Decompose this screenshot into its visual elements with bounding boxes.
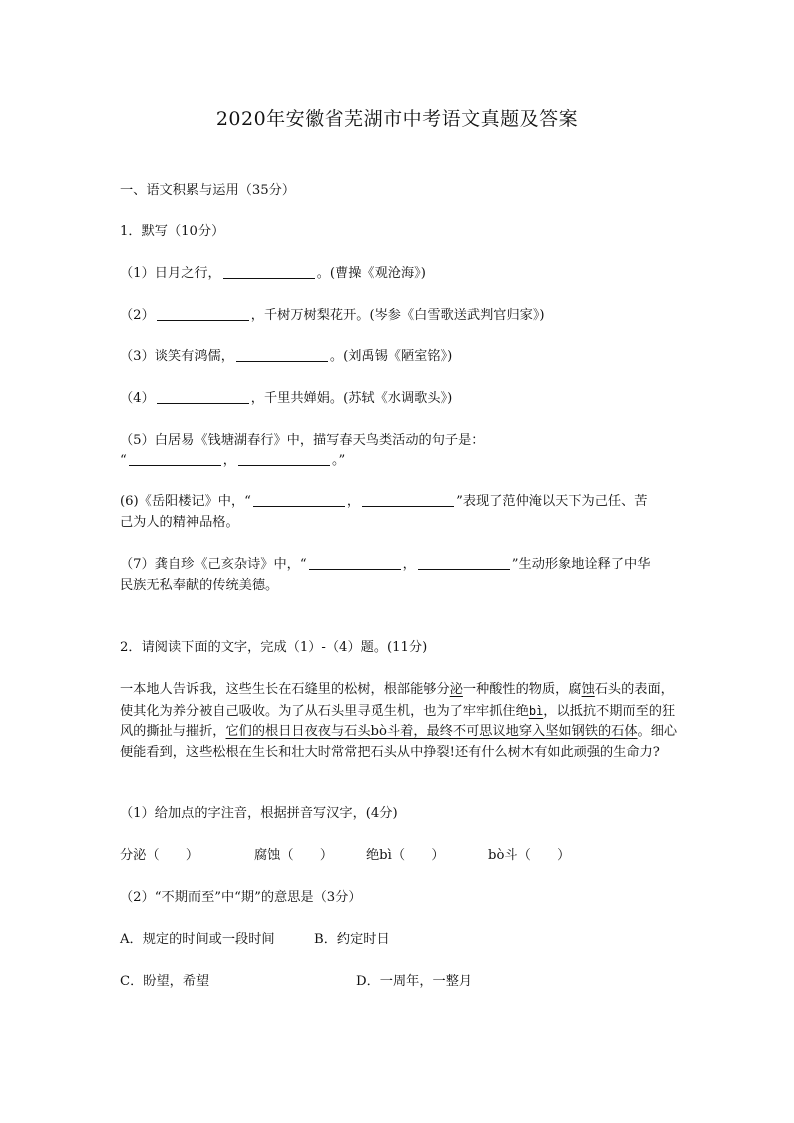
question-1-item-7 <box>120 555 650 575</box>
option-row-cd <box>120 972 472 992</box>
item-text: （2） <box>120 308 155 323</box>
option-b: B．约定时日 <box>314 932 390 947</box>
item-text: 。” <box>331 453 346 468</box>
question-1-item-6 <box>120 492 647 512</box>
item-text: ， <box>222 453 236 468</box>
phonetic-item: 分泌（ ） <box>120 848 200 863</box>
item-text: ， <box>402 557 416 572</box>
item-text: （3）谈笑有鸿儒， <box>120 349 234 364</box>
passage-text: 。细心便能看到，这些松根在生长和壮大时常常把石头从中挣裂!还有什么树木有如此顽强的生命力? <box>120 724 678 760</box>
question-1-item-4 <box>120 389 452 409</box>
question-1-item-5: （5）白居易《钱塘湖春行》中，描写春天鸟类活动的句子是： <box>120 433 485 448</box>
question-1-item-5-blanks <box>120 451 345 471</box>
item-text: （7）龚自珍《己亥杂诗》中，“ <box>120 557 307 572</box>
passage-text: 一种酸性的物质，腐 <box>462 682 582 697</box>
option-d: D．一周年，一整月 <box>356 974 473 989</box>
underlined-sentence: 它们的根日日夜夜与石头bò斗着，最终不可思议地穿入坚如钢铁的石体 <box>225 724 638 739</box>
section-heading: 一、语文积累与运用（35分） <box>120 183 296 198</box>
item-text: ，千里共婵娟。(苏轼《水调歌头》) <box>250 391 453 406</box>
dotted-char: 蚀 <box>581 682 595 697</box>
item-text: ”表现了范仲淹以天下为己任、苦 <box>456 494 648 509</box>
answer-blank <box>253 492 345 507</box>
question-1-item-6-cont: 己为人的精神品格。 <box>120 515 239 530</box>
item-text: (6)《岳阳楼记》中，“ <box>120 494 251 509</box>
subquestion-1-items <box>120 846 570 866</box>
option-c: C．盼望，希望 <box>120 974 210 989</box>
passage-text: 一本地人告诉我，这些生长在石缝里的松树，根部能够分 <box>120 682 450 697</box>
subquestion-2: （2）“不期而至”中“期”的意思是（3分） <box>120 890 362 905</box>
answer-blank <box>362 492 454 507</box>
pinyin-word: bì <box>528 703 544 718</box>
item-text: 。(刘禹锡《陋室铭》) <box>329 349 453 364</box>
phonetic-item: bò斗（ ） <box>488 848 571 863</box>
phonetic-item: 腐蚀（ ） <box>254 848 334 863</box>
answer-blank <box>223 264 315 279</box>
item-text: （4） <box>120 391 155 406</box>
question-2-heading: 2．请阅读下面的文字，完成（1）-（4）题。(11分) <box>120 640 428 655</box>
question-1-heading: 1．默写（10分） <box>120 224 225 239</box>
question-1-item-1 <box>120 264 426 284</box>
answer-blank <box>236 347 328 362</box>
answer-blank <box>238 451 330 466</box>
item-text: ， <box>346 494 361 509</box>
option-row-ab <box>120 930 390 950</box>
item-text: 。(曹操《观沧海》) <box>316 266 426 281</box>
item-text: （1）日月之行， <box>120 266 221 281</box>
passage-text: ，以抵抗不期而至的狂风的撕扯与摧折， <box>120 703 676 739</box>
answer-blank <box>129 451 221 466</box>
page-title: 2020年安徽省芜湖市中考语文真题及答案 <box>215 108 579 130</box>
answer-blank <box>418 555 510 570</box>
item-text: ”生动形象地诠释了中华 <box>511 557 651 572</box>
question-1-item-7-cont: 民族无私奉献的传统美德。 <box>120 578 279 593</box>
answer-blank <box>157 389 249 404</box>
answer-blank <box>157 306 249 321</box>
option-a: A．规定的时间或一段时间 <box>120 932 275 947</box>
item-text: “ <box>120 453 127 468</box>
subquestion-1: （1）给加点的字注音，根据拼音写汉字，(4分) <box>120 806 398 821</box>
question-1-item-2 <box>120 306 545 326</box>
question-1-item-3 <box>120 347 452 367</box>
reading-passage <box>120 680 680 763</box>
passage-text: 石头的表面，使其化为养分被自己吸收。为了从石头里寻觅生机，也为了牢牢抓住绝 <box>120 682 674 719</box>
answer-blank <box>309 555 401 570</box>
phonetic-item: 绝bì（ ） <box>366 848 445 863</box>
item-text: ，千树万树梨花开。(岑参《白雪歌送武判官归家》) <box>250 308 545 323</box>
dotted-char: 泌 <box>449 682 463 697</box>
